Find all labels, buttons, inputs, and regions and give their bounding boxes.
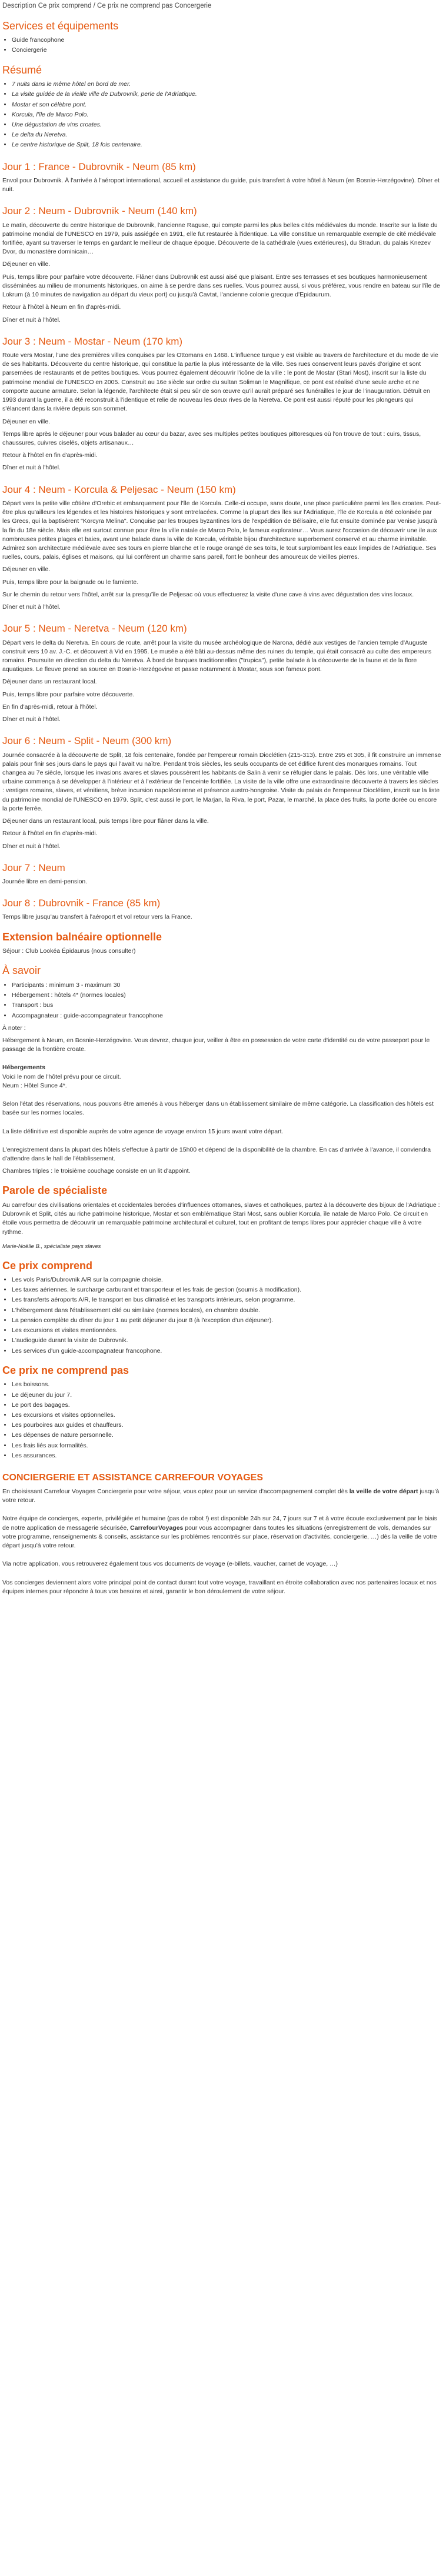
spacer bbox=[2, 1122, 441, 1127]
section-title-extension: Extension balnéaire optionnelle bbox=[2, 930, 162, 943]
ne-comprend-list bbox=[2, 1380, 441, 1460]
day-title: Jour 6 : Neum - Split - Neum (300 km) bbox=[2, 735, 172, 747]
text-run: En choisissant Carrefour Voyages Conciergerie pour votre séjour, vous optez pour un service d'accompagnement complet dès bbox=[2, 1488, 350, 1496]
section-title-ne-comprend: Ce prix ne comprend pas bbox=[2, 1364, 129, 1376]
text-run-bold: la veille de votre départ bbox=[349, 1488, 418, 1496]
list-item: • Les boissons. bbox=[12, 1380, 441, 1389]
extension-text: Séjour : Club Lookéa Épidaurus (nous consulter) bbox=[2, 947, 136, 955]
day-title: Jour 4 : Neum - Korcula & Peljesac - Neum (150 km) bbox=[2, 483, 236, 495]
list-item: • L'hébergement dans l'établissement cité ou similaire (normes locales), en chambre double. bbox=[12, 1306, 441, 1315]
list-item: • L'audioguide durant la visite de Dubrovnik. bbox=[12, 1336, 441, 1345]
day-paragraph: Envol pour Dubrovnik. À l'arrivée à l'aéroport international, accueil et assistance du guide, puis transfert à votre hôtel à Neum (en Bosnie-Herzégovine). Dîner et nuit. bbox=[2, 176, 440, 193]
day-title: Jour 2 : Neum - Dubrovnik - Neum (140 km) bbox=[2, 205, 197, 217]
savoir-list bbox=[2, 981, 441, 1020]
page-header-text: Description Ce prix comprend / Ce prix ne comprend pas Concergerie bbox=[2, 2, 212, 9]
resume-list bbox=[2, 80, 441, 150]
day-paragraph: Sur le chemin du retour vers l'hôtel, arrêt sur la presqu'île de Peljesac où vous effectuerez la visite d'une cave à vins avec dégustation des vins locaux. bbox=[2, 590, 414, 598]
services-list bbox=[2, 36, 441, 55]
list-item: • Les services d'un guide-accompagnateur francophone. bbox=[12, 1347, 441, 1356]
day-paragraph: Le matin, découverte du centre historique de Dubrovnik, l'ancienne Raguse, qui compte parmi les plus belles cités médiévales du monde. Inscrite sur la liste du patrimoine mondial de l'UNESCO en 1979, puis assiégée en 1991, elle fut restaurée à l'identique. La ville constitue un remarquable exemple de cité médiévale fortifiée, ayant su traverser le temps en gardant le meilleur de chaque époque. Découverte de la cathédrale (vues extérieures), du Stradun, du palais Knezev Dvor, du monastère dominicain… bbox=[2, 221, 438, 256]
section-title-services: Services et équipements bbox=[2, 19, 119, 32]
list-item: • Une dégustation de vins croates. bbox=[12, 121, 441, 129]
day-paragraph: Puis, temps libre pour la baignade ou le farniente. bbox=[2, 578, 139, 586]
conciergerie-paragraph bbox=[2, 1514, 441, 1550]
text-run: Notre équipe de concierges, experte, privilégiée et humaine (pas de robot !) est disponible 24h sur 24, 7 jours sur 7 et à votre écoute exclusivement par le biais de notre application de messagerie sécurisée, bbox=[2, 1515, 437, 1531]
list-item: • La visite guidée de la vieille ville de Dubrovnik, perle de l'Adriatique. bbox=[12, 90, 441, 99]
list-item: • Les assurances. bbox=[12, 1451, 441, 1460]
spacer bbox=[2, 1094, 441, 1100]
day-paragraph: Déjeuner dans un restaurant local. bbox=[2, 678, 97, 686]
note-label: À noter : bbox=[2, 1024, 26, 1032]
list-item: • Les excursions et visites optionnelles. bbox=[12, 1411, 441, 1420]
accommodation-line: Voici le nom de l'hôtel prévu pour ce circuit. bbox=[2, 1073, 121, 1080]
section-title-comprend: Ce prix comprend bbox=[2, 1259, 93, 1272]
day-title: Jour 8 : Dubrovnik - France (85 km) bbox=[2, 897, 161, 909]
list-item: • Les pourboires aux guides et chauffeurs. bbox=[12, 1421, 441, 1430]
accommodation-paragraph: Chambres triples : le troisième couchage consiste en un lit d'appoint. bbox=[2, 1167, 191, 1175]
section-title-parole: Parole de spécialiste bbox=[2, 1184, 108, 1197]
conciergerie-paragraph: Via notre application, vous retrouverez également tous vos documents de voyage (e-billets, vaucher, carnet de voyage, …) bbox=[2, 1560, 338, 1568]
list-item: • Le delta du Neretva. bbox=[12, 131, 441, 139]
note-text: Hébergement à Neum, en Bosnie-Herzégovine. Vous devrez, chaque jour, veiller à être en possession de votre carte d'identité ou de votre passeport pour le passage de la frontière croate. bbox=[2, 1036, 430, 1053]
list-item: • Le port des bagages. bbox=[12, 1401, 441, 1410]
section-title-conciergerie: CONCIERGERIE ET ASSISTANCE CARREFOUR VOYAGES bbox=[2, 1473, 264, 1483]
day-paragraph: Retour à l'hôtel à Neum en fin d'après-midi. bbox=[2, 303, 121, 311]
list-item: • Transport : bus bbox=[12, 1001, 441, 1010]
list-item: • Mostar et son célèbre pont. bbox=[12, 101, 441, 109]
day-paragraph: Déjeuner dans un restaurant local, puis temps libre pour flâner dans la ville. bbox=[2, 817, 209, 825]
list-item: • Participants : minimum 3 - maximum 30 bbox=[12, 981, 441, 990]
comprend-list bbox=[2, 1276, 441, 1356]
list-item: • Conciergerie bbox=[12, 46, 441, 55]
list-item: • Le centre historique de Split, 18 fois centenaire. bbox=[12, 141, 441, 149]
day-paragraph: Retour à l'hôtel en fin d'après-midi. bbox=[2, 830, 98, 837]
day-paragraph: Déjeuner en ville. bbox=[2, 418, 51, 425]
day-paragraph: Dîner et nuit à l'hôtel. bbox=[2, 464, 61, 472]
accommodation-paragraph: Selon l'état des réservations, nous pouvons être amenés à vous héberger dans un établissement similaire de même catégorie. La classification des hôtels est basée sur les normes locales. bbox=[2, 1100, 434, 1117]
day-paragraph: Départ vers le delta du Neretva. En cours de route, arrêt pour la visite du musée archéologique de Narona, dédié aux vestiges de l'ancien temple d'Auguste construit vers 10 av. J.-C. et découvert à Vid en 1995. Le musée a été bâti au-dessus même des ruines du temple, qui était consacré au culte des empereurs romains. Poursuite en direction du delta du Neretva. À bord de barques traditionnelles ("trupica"), petite balade à la découverte de la faune et de la flore aquatiques. Le fleuve prend sa source en Bosnie-Herzégovine et passe notamment à Mostar, sous son fameux pont. bbox=[2, 639, 432, 673]
list-item: • Les frais liés aux formalités. bbox=[12, 1442, 441, 1450]
day-paragraph: Départ vers la petite ville côtière d'Orebic et embarquement pour l'île de Korcula. Celle-ci occupe, sans doute, une place particulière parmi les îles croates. Peut-être plus qu'ailleurs les légendes et les histoires historiques y sont entrelacées. Comme la plupart des îles sur l'Adriatique, l'île de Korcula a été colonisée par les Grecs, qui la baptisèrent "Korcyra Melina". Conquise par les troupes byzantines lors de l'expédition de Bélisaire, elle fut ensuite dominée par Venise jusqu'à la fin du 18e siècle. Mais elle est surtout connue pour être la ville natale de Marco Polo, le fameux explorateur… Vous aurez l'occasion de découvrir une ile aux nombreuses petites plages et baies, avant une balade dans la ville de Korcula, véritable bijou d'architecture superbement conservé et au charme inimitable. Admirez son architecture médiévale avec ses tours en pierre blanche et le rouge orangé de ses toits, le tout surplombant les eaux limpides de l'Adriatique. Ses ruelles, cours, palais, églises et maisons, qui lui confèrent un charme sans pareil, font le bonheur des amoureux de vieilles pierres. bbox=[2, 499, 441, 561]
list-item: • Le déjeuner du jour 7. bbox=[12, 1391, 441, 1400]
text-run-bold: CarrefourVoyages bbox=[130, 1524, 184, 1531]
day-title: Jour 5 : Neum - Neretva - Neum (120 km) bbox=[2, 623, 187, 635]
list-item: • Les excursions et visites mentionnées. bbox=[12, 1326, 441, 1335]
day-paragraph: Route vers Mostar, l'une des premières villes conquises par les Ottomans en 1468. L'influence turque y est visible au travers de l'architecture et du mode de vie de ses habitants. Découverte du centre historique, qui constitue la partie la plus intéressante de la ville. Ses rues conservent leurs pavés d'origine et sont parsemées de restaurants et de petites boutiques. Vous pourrez également découvrir l'icône de la ville : le pont de Mostar (Stari Most), inscrit sur la liste du patrimoine mondial de l'UNESCO en 2005. Construit au 16e siècle sur ordre du sultan Soliman le Magnifique, ce pont est réalisé d'une seule arche et ne comporte aucune armature. Selon la légende, l'architecte était si peu sûr de son œuvre qu'il aurait préparé ses funérailles le jour de l'inauguration. Détruit en 1993 durant la guerre, il a été reconstruit à l'identique et relie de nouveau les deux rives de la Neretva. Ce pont est aussi réputé pour les plongeurs qui s'élancent dans la rivière depuis son sommet. bbox=[2, 352, 438, 413]
accommodation-label: Hébergements bbox=[2, 1064, 45, 1072]
day-paragraph: Déjeuner en ville. bbox=[2, 261, 51, 268]
accommodation-paragraph: La liste définitive est disponible auprès de votre agence de voyage environ 15 jours avant votre départ. bbox=[2, 1127, 284, 1135]
spacer bbox=[2, 1140, 441, 1146]
accommodation-paragraph: L'enregistrement dans la plupart des hôtels s'effectue à partir de 15h00 et dépend de la disponibilité de la chambre. En cas d'arrivée à l'avance, il conviendra d'attendre dans le hall de l'établissement. bbox=[2, 1146, 431, 1162]
spacer bbox=[2, 1057, 441, 1063]
day-paragraph: Déjeuner en ville. bbox=[2, 566, 51, 573]
day-title: Jour 3 : Neum - Mostar - Neum (170 km) bbox=[2, 335, 183, 347]
specialist-text: Au carrefour des civilisations orientales et occidentales bercées d'influences ottomanes, slaves et catholiques, partez à la découverte des bijoux de l'Adriatique : Dubrovnik et Split, cités au riche patrimoine historique, Mostar et son emblématique Stari Most, sans oublier Korcula, île natale de Marco Polo. Ce circuit en étoile vous permettra de découvrir un remarquable patrimoine architectural et culturel, tout en profitant de temps libres pour apprécier chaque ville à votre rythme. bbox=[2, 1201, 440, 1236]
day-paragraph: Retour à l'hôtel en fin d'après-midi. bbox=[2, 452, 98, 459]
list-item: • Les transferts aéroports A/R, le transport en bus climatisé et les transports intérieurs, selon programme. bbox=[12, 1296, 441, 1304]
list-item: • Les dépenses de nature personnelle. bbox=[12, 1431, 441, 1440]
section-title-resume: Résumé bbox=[2, 64, 42, 76]
specialist-signature: Marie-Noëlle B., spécialiste pays slaves bbox=[2, 1243, 101, 1250]
day-paragraph: Dîner et nuit à l'hôtel. bbox=[2, 716, 61, 723]
spacer bbox=[2, 1573, 441, 1579]
day-paragraph: Journée consacrée à la découverte de Split, 18 fois centenaire, fondée par l'empereur romain Dioclétien (215-313). Entre 295 et 305, il fit construire un immense palais pour finir ses jours dans le pays qui l'avait vu naître. Pendant trois siècles, les seuls occupants de cet édifice furent des monarques romains. Tout changea au 7e siècle, lorsque les invasions avares et slaves poussèrent les habitants de Salin à venir se réfugier dans le palais. Dès lors, une véritable ville urbaine commença à se développer à l'intérieur et à l'extérieur de l'enceinte fortifiée. La visite de la ville offre une extraordinaire découverte à travers les siècles : vestiges romains, slaves, et vénitiens, brève incursion napoléonienne et présence austro-hongroise. Visite du palais de l'empereur Dioclétien, inscrit sur la liste du patrimoine mondial de l'UNESCO en 1979. Split, c'est aussi le port, le Marjan, la Riva, le port, Pazar, le marché, la place des fruits, la porte dorée ou encore la porte ferrée. bbox=[2, 751, 441, 812]
list-item: • Accompagnateur : guide-accompagnateur francophone bbox=[12, 1012, 441, 1020]
spacer bbox=[2, 1554, 441, 1560]
day-paragraph: Journée libre en demi-pension. bbox=[2, 877, 88, 885]
list-item: • 7 nuits dans le même hôtel en bord de mer. bbox=[12, 80, 441, 89]
list-item: • Les vols Paris/Dubrovnik A/R sur la compagnie choisie. bbox=[12, 1276, 441, 1284]
day-paragraph: Puis, temps libre pour parfaire votre découverte. bbox=[2, 690, 135, 698]
day-paragraph: Puis, temps libre pour parfaire votre découverte. Flâner dans Dubrovnik est aussi aisé que plaisant. Entre ses terrasses et ses boutiques harmonieusement disséminées au milieu de monuments historiques, on aime à se perdre dans ses ruelles. Vous pourrez aussi, si vous préférez, vous rendre en bateau sur l'île de Lokrum (à 10 minutes de navigation au départ du vieux port) ou jusqu'à Cavtat, l'ancienne colonie grecque d'Epidaurum. bbox=[2, 273, 440, 299]
spacer bbox=[2, 1509, 441, 1514]
day-paragraph: Temps libre jusqu'au transfert à l'aéroport et vol retour vers la France. bbox=[2, 913, 192, 921]
conciergerie-paragraph bbox=[2, 1487, 441, 1505]
day-paragraph: Dîner et nuit à l'hôtel. bbox=[2, 842, 61, 850]
day-title: Jour 7 : Neum bbox=[2, 862, 65, 873]
list-item: • Guide francophone bbox=[12, 36, 441, 45]
day-paragraph: Temps libre après le déjeuner pour vous balader au cœur du bazar, avec ses multiples petites boutiques pittoresques où l'on trouve de tout : cuirs, tissus, chaussures, cuivres ciselés, objets artisanaux… bbox=[2, 430, 421, 446]
day-paragraph: Dîner et nuit à l'hôtel. bbox=[2, 603, 61, 611]
conciergerie-paragraph: Vos concierges deviennent alors votre principal point de contact durant tout votre voyage, travaillant en étroite collaboration avec nos partenaires locaux et nos équipes internes pour répondre à tous vos besoins et ainsi, garantir le bon déroulement de votre séjour. bbox=[2, 1579, 437, 1595]
text-run: jusqu'à votre retour. bbox=[2, 1488, 440, 1504]
day-title: Jour 1 : France - Dubrovnik - Neum (85 km) bbox=[2, 161, 196, 172]
section-title-savoir: À savoir bbox=[2, 965, 41, 977]
day-paragraph: Dîner et nuit à l'hôtel. bbox=[2, 316, 61, 323]
list-item: • Hébergement : hôtels 4* (normes locales) bbox=[12, 991, 441, 1000]
list-item: • Les taxes aériennes, le surcharge carburant et transporteur et les frais de gestion (soumis à modification). bbox=[12, 1286, 441, 1294]
day-paragraph: En fin d'après-midi, retour à l'hôtel. bbox=[2, 703, 98, 710]
list-item: • La pension complète du dîner du jour 1 au petit déjeuner du jour 8 (à l'exception d'un déjeuner). bbox=[12, 1316, 441, 1325]
text-run: pour vous accompagner dans toutes les situations (enregistrement de vols, demandes sur votre programme, renseignements & conseils, assistance sur les problèmes rencontrés sur place, réservation d'activités, conciergerie, …) dès la veille de votre départ jusqu'à votre retour. bbox=[2, 1524, 437, 1550]
accommodation-line: Neum : Hôtel Sunce 4*. bbox=[2, 1082, 67, 1089]
list-item: • Korcula, l'île de Marco Polo. bbox=[12, 111, 441, 119]
